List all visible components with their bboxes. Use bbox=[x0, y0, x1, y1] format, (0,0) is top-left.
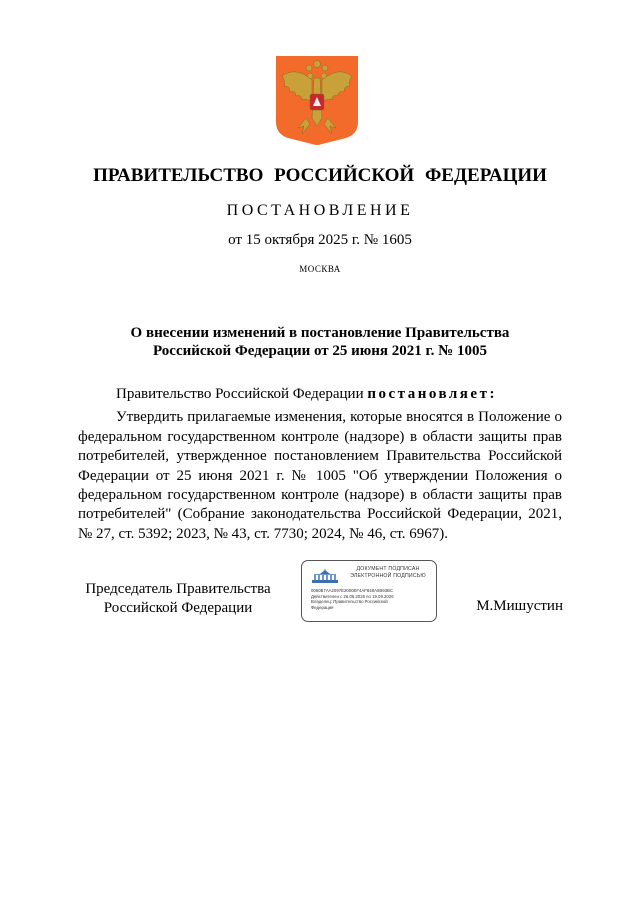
certificate-number: 0060B7AA2097E2000EF4AF848A0B93BC bbox=[311, 588, 393, 593]
subject-line: Российской Федерации от 25 июня 2021 г. № 1005 bbox=[153, 343, 487, 359]
main-paragraph: Утвердить прилагаемые изменения, которые вносятся в Положение о федеральном государственном контроле (надзоре) в области защиты прав потребителей, утвержденное постановлением Правительства Российской Федерации от 25 июня 2021 г. № 1005 "Об утверждении Положения о федеральном государственном контроле (надзоре) в области защиты прав потребителей" (Собрание законодательства Российской Федерации, 2021, № 27, ст. 5392; 2023, № 43, ст. 7730; 2024, № 46, ст. 6967). bbox=[78, 409, 562, 542]
document-type: ПОСТАНОВЛЕНИЕ bbox=[226, 202, 414, 219]
signatory-position bbox=[78, 580, 278, 618]
stamp-heading bbox=[342, 566, 434, 579]
government-building-icon bbox=[312, 569, 338, 583]
certificate-owner: Федерация bbox=[311, 604, 334, 610]
decree-word: постановляет: bbox=[367, 386, 497, 402]
document-date-number: от 15 октября 2025 г. № 1605 bbox=[228, 232, 412, 248]
position-line: Российской Федерации bbox=[103, 600, 253, 616]
electronic-signature-stamp bbox=[301, 560, 437, 622]
certificate-validity: Действителен с 26.06.2025 по 19.09.2026 bbox=[311, 593, 394, 599]
stamp-heading-line: ДОКУМЕНТ ПОДПИСАН bbox=[356, 566, 420, 572]
document-subject bbox=[0, 324, 640, 360]
document-city: МОСКВА bbox=[299, 264, 341, 274]
document-body bbox=[78, 385, 562, 544]
government-title: ПРАВИТЕЛЬСТВО РОССИЙСКОЙ ФЕДЕРАЦИИ bbox=[93, 165, 547, 186]
subject-line: О внесении изменений в постановление Правительства bbox=[130, 325, 510, 341]
stamp-details bbox=[311, 588, 435, 610]
stamp-heading-line: ЭЛЕКТРОННОЙ ПОДПИСЬЮ bbox=[350, 572, 426, 579]
intro-text: Правительство Российской Федерации bbox=[116, 386, 368, 402]
certificate-owner: Владелец: Правительство Российской bbox=[311, 599, 388, 605]
coat-of-arms-emblem bbox=[276, 56, 358, 146]
position-line: Председатель Правительства bbox=[85, 581, 271, 597]
signatory-name: М.Мишустин bbox=[476, 598, 563, 614]
intro-paragraph bbox=[78, 385, 562, 404]
